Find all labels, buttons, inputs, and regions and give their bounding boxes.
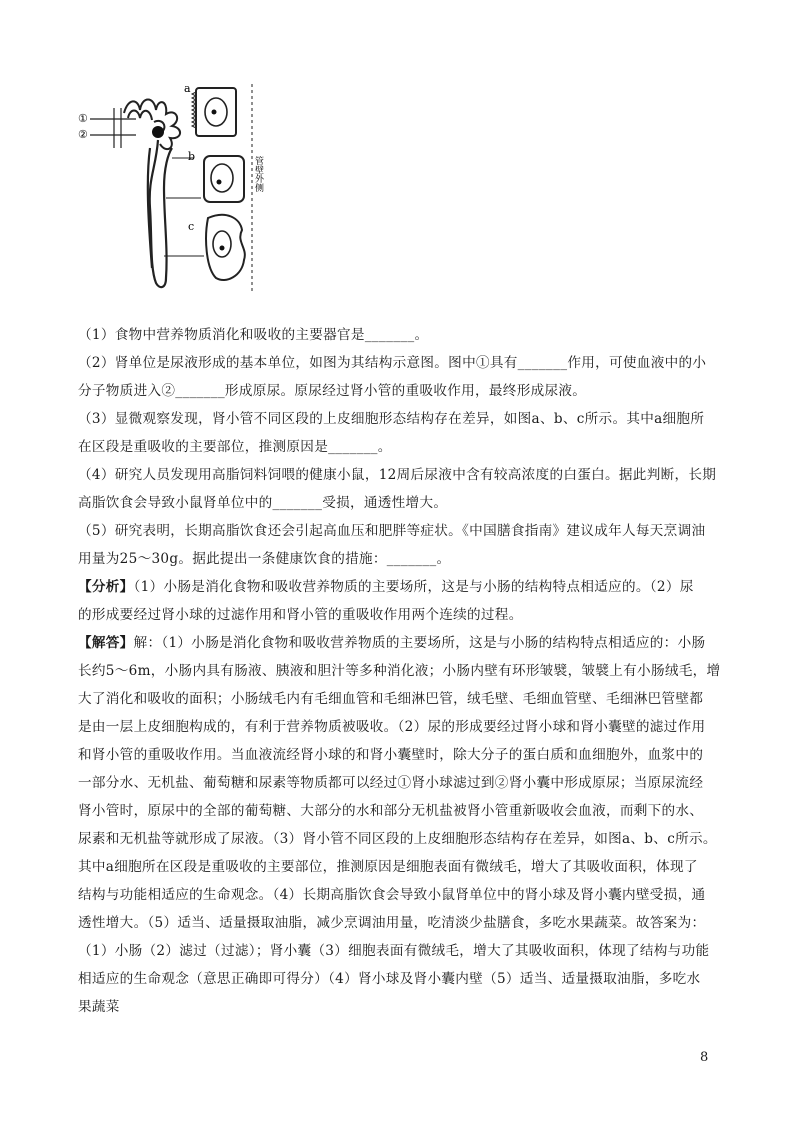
solution-line-3: 大了消化和吸收的面积；小肠绒毛内有毛细血管和毛细淋巴管，绒毛壁、毛细血管壁、毛细淋巴管壁都 (78, 691, 704, 707)
solution-line-13: 相适应的生命观念（意思正确即可得分）（4）肾小球及肾小囊内壁（5）适当、适量摄取油脂，多吃水 (78, 971, 701, 987)
question-4-line-1: （4）研究人员发现用高脂饲料饲喂的健康小鼠，12周后尿液中含有较高浓度的白蛋白。据此判断，长期 (78, 467, 717, 483)
question-3-line-1: （3）显微观察发现，肾小管不同区段的上皮细胞形态结构存在差异，如图a、b、c所示。其中a细胞所 (78, 411, 705, 427)
question-4-line-2: 高脂饮食会导致小鼠肾单位中的_______受损，通透性增大。 (78, 495, 448, 511)
label-a: a (184, 82, 191, 95)
questions-block (78, 324, 728, 1018)
analysis-line-2: 的形成要经过肾小球的过滤作用和肾小管的重吸收作用两个连续的过程。 (78, 607, 523, 623)
marker-2-label: ② (78, 128, 88, 141)
nephron-diagram-svg (76, 78, 276, 308)
solution-line-11: 透性增大。（5）适当、适量摄取油脂，减少烹调油用量，吃清淡少盐膳食，多吃水果蔬菜。故答案为： (78, 915, 706, 931)
solution-text-1: 解：（1）小肠是消化食物和吸收营养物质的主要场所，这是与小肠的结构特点相适应的：小肠 (133, 635, 706, 651)
label-b: b (188, 150, 196, 163)
analysis-label: 【分析】 (78, 579, 134, 595)
solution-line-9: 其中a细胞所在区段是重吸收的主要部位，推测原因是细胞表面有微绒毛，增大了其吸收面积，体现了 (78, 859, 698, 875)
renal-tubule (148, 140, 172, 287)
glomerulus-coils (124, 100, 180, 150)
analysis-line-1 (78, 576, 728, 598)
solution-line-7: 肾小管时，原尿中的全部的葡萄糖、大部分的水和部分无机盐被肾小管重新吸收会血液，而剩下的水、 (78, 803, 704, 819)
cell-c (206, 215, 245, 280)
nephron-diagram (76, 78, 276, 308)
cell-a (192, 88, 236, 136)
question-5-line-1: （5）研究表明，长期高脂饮食还会引起高血压和肥胖等症状。《中国膳食指南》建议成年人每天烹调油 (78, 523, 706, 539)
solution-label: 【解答】 (78, 635, 134, 651)
marker-1-label: ① (78, 112, 88, 125)
solution-line-1 (78, 632, 728, 654)
side-label: 管壁外侧 (253, 156, 263, 192)
solution-line-14: 果蔬菜 (78, 999, 120, 1015)
question-2-line-2: 分子物质进入②_______形成原尿。原尿经过肾小管的重吸收作用，最终形成尿液。 (78, 383, 587, 399)
question-5-line-2: 用量为25～30g。据此提出一条健康饮食的措施：_______。 (78, 551, 451, 567)
solution-line-6: 一部分水、无机盐、葡萄糖和尿素等物质都可以经过①肾小球滤过到②肾小囊中形成原尿；当原尿流经 (78, 775, 704, 791)
solution-line-12: （1）小肠（2）滤过（过滤）；肾小囊（3）细胞表面有微绒毛，增大了其吸收面积，体现了结构与功能 (78, 943, 710, 959)
solution-line-4: 是由一层上皮细胞构成的，有利于营养物质被吸收。（2）尿的形成要经过肾小球和肾小囊壁的滤过作用 (78, 719, 706, 735)
glomerulus-core (152, 126, 164, 138)
question-1-line-1: （1）食物中营养物质消化和吸收的主要器官是_______。 (78, 327, 429, 343)
solution-line-10: 结构与功能相适应的生命观念。（4）长期高脂饮食会导致小鼠肾单位中的肾小球及肾小囊内壁受损，通 (78, 887, 706, 903)
solution-line-2: 长约5～6m，小肠内具有肠液、胰液和胆汁等多种消化液；小肠内壁有环形皱襞，皱襞上有小肠绒毛，增 (78, 663, 721, 679)
cell-b (204, 156, 244, 202)
solution-line-8: 尿素和无机盐等就形成了尿液。（3）肾小管不同区段的上皮细胞形态结构存在差异，如图a、b、c所示。 (78, 831, 717, 847)
label-c: c (188, 220, 195, 233)
question-3-line-2: 在区段是重吸收的主要部位，推测原因是_______。 (78, 439, 392, 455)
question-2-line-1: （2）肾单位是尿液形成的基本单位，如图为其结构示意图。图中①具有_______作用，可使血液中的小 (78, 355, 707, 371)
analysis-text-1: （1）小肠是消化食物和吸收营养物质的主要场所，这是与小肠的结构特点相适应的。（2）尿 (133, 579, 694, 595)
solution-line-5: 和肾小管的重吸收作用。当血液流经肾小球的和肾小囊壁时，除大分子的蛋白质和血细胞外，血浆中的 (78, 747, 704, 763)
page-number: 8 (700, 1050, 709, 1065)
